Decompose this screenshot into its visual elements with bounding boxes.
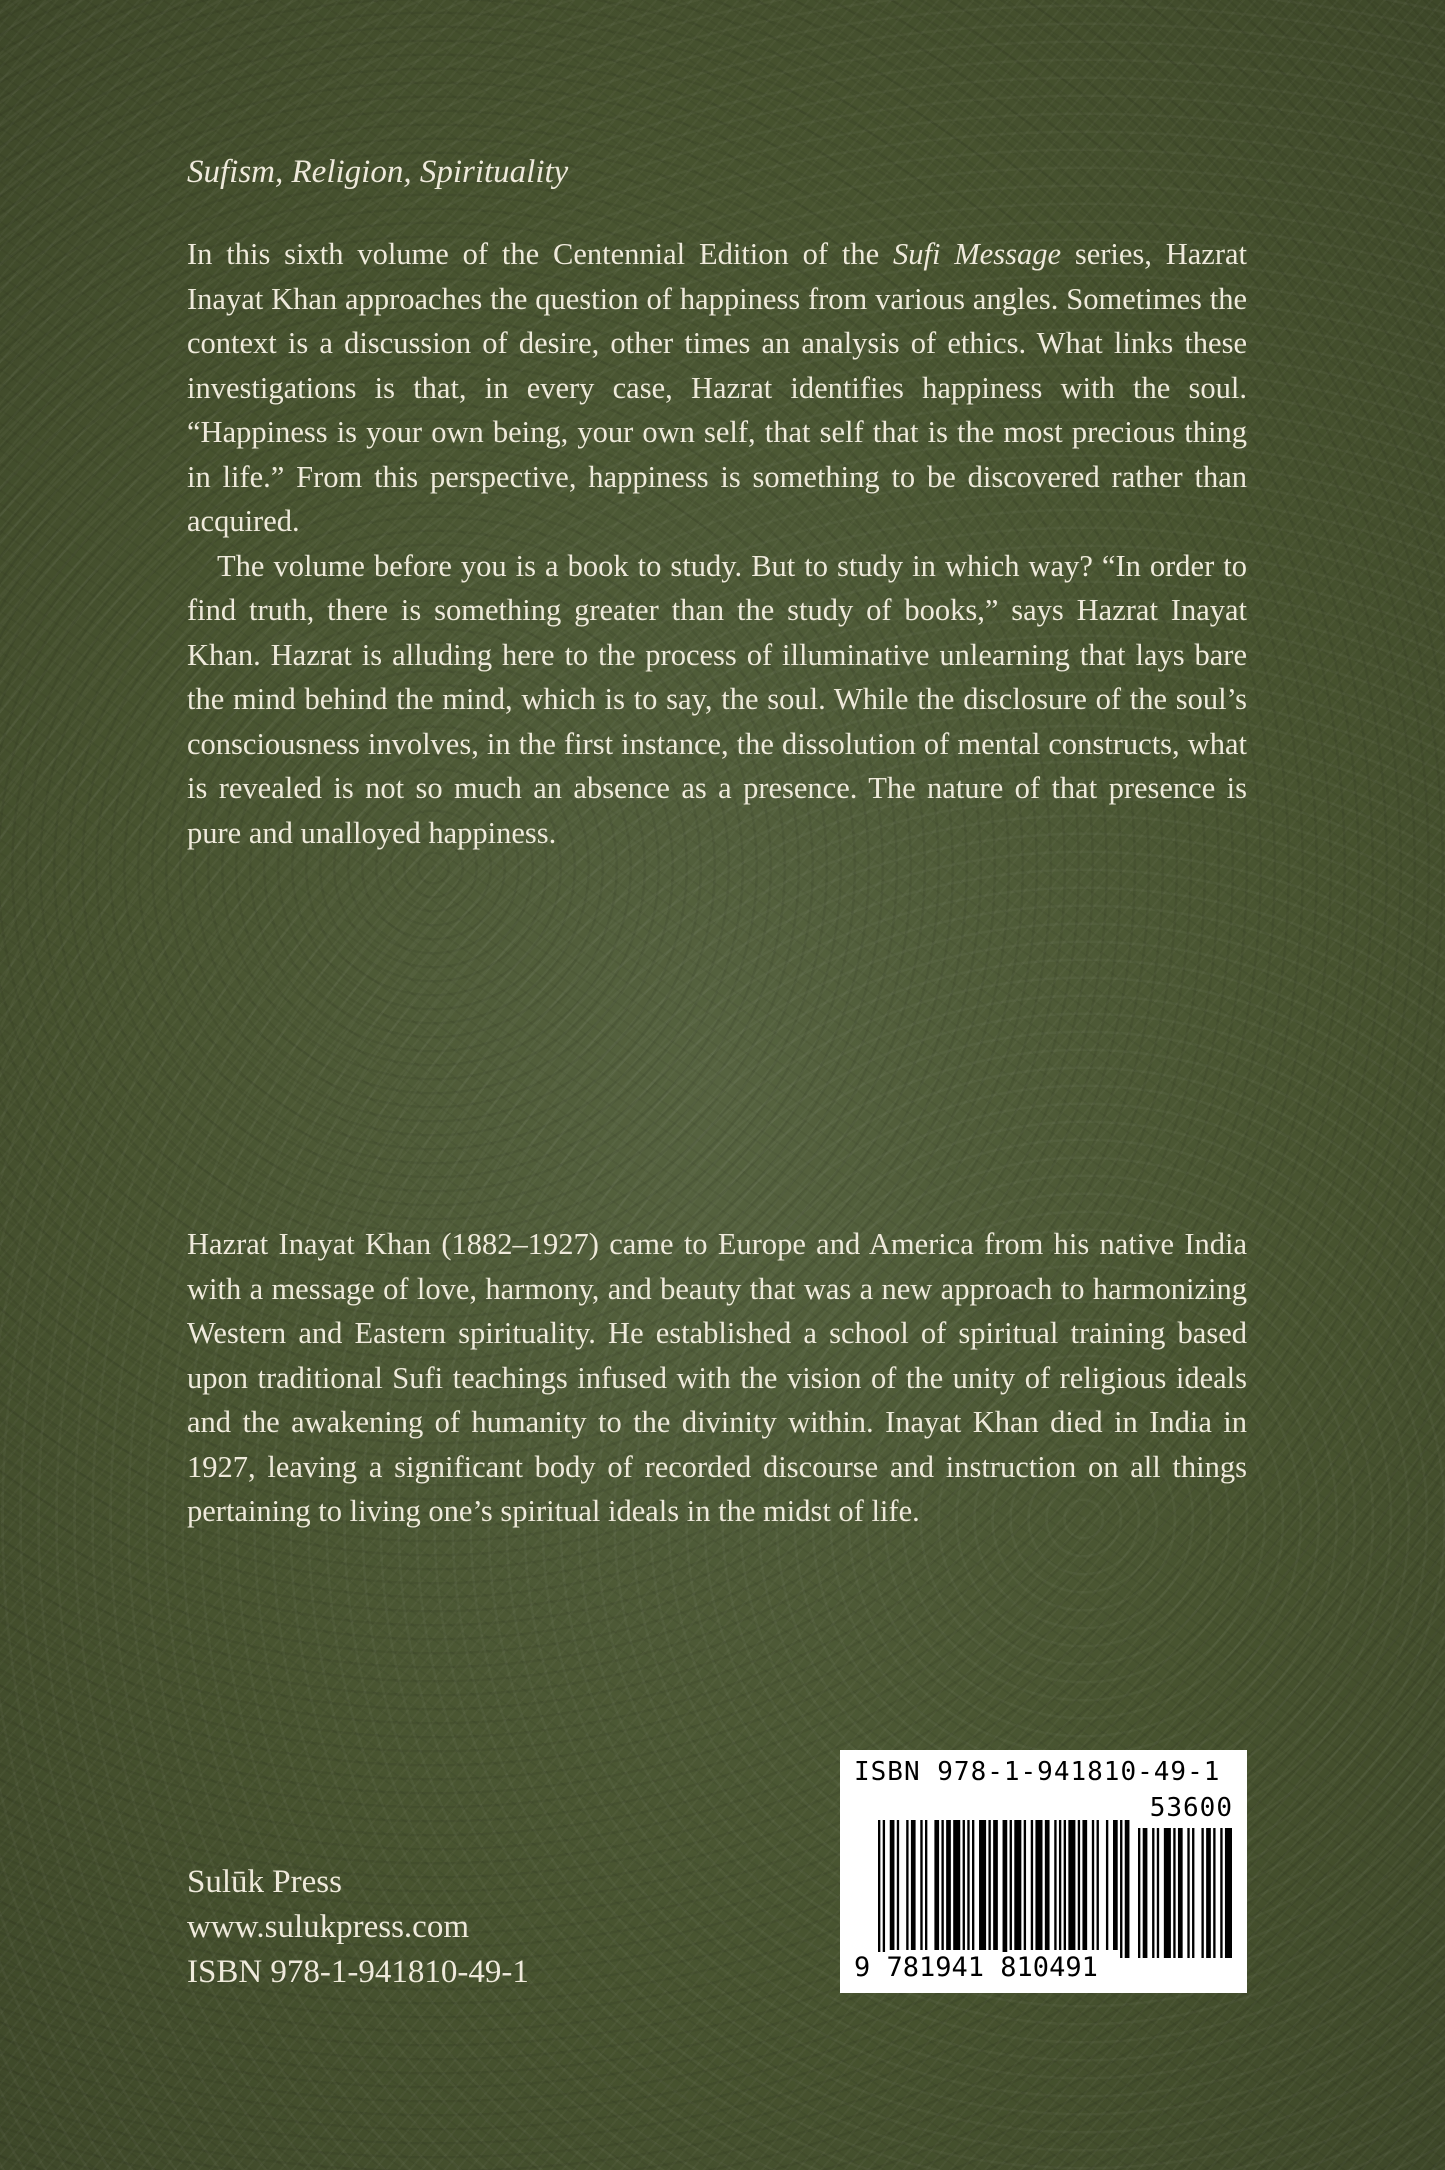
barcode-bar — [1106, 1820, 1108, 1950]
barcode-bar — [1010, 1820, 1012, 1950]
barcode-bar — [1143, 1828, 1148, 1958]
isbn-barcode — [840, 1750, 1247, 1993]
book-description — [187, 232, 1247, 855]
barcode-bar — [979, 1820, 986, 1950]
barcode-bar — [946, 1820, 951, 1950]
barcode-bar — [1173, 1828, 1175, 1958]
barcode-bar — [1092, 1820, 1094, 1950]
barcode-bar — [1068, 1820, 1075, 1950]
series-title: Sufi Message — [892, 237, 1061, 271]
barcode-bar — [1192, 1828, 1194, 1958]
barcode-bar — [1187, 1828, 1189, 1958]
barcode-bar — [1120, 1820, 1122, 1958]
barcode-bar — [1031, 1820, 1033, 1950]
barcode-bar — [1059, 1820, 1061, 1950]
barcode-bar — [1178, 1828, 1183, 1958]
barcode-bar — [920, 1820, 922, 1950]
publisher-website: www.sulukpress.com — [187, 1909, 469, 1945]
barcode-bar — [897, 1820, 899, 1950]
barcode-price-code: 53600 — [1149, 1793, 1233, 1823]
barcode-bar — [1225, 1828, 1232, 1958]
barcode-bar — [967, 1820, 969, 1950]
barcode-digits: 9 781941 810491 — [854, 1952, 1098, 1983]
barcode-bar — [1113, 1820, 1118, 1950]
publisher-isbn: ISBN 978-1-941810-49-1 — [187, 1954, 529, 1990]
barcode-bar — [993, 1820, 998, 1950]
barcode-bar — [972, 1820, 974, 1950]
barcode-bar — [925, 1820, 927, 1950]
barcode-bar — [1014, 1820, 1021, 1950]
barcode-bar — [1024, 1820, 1026, 1950]
barcode-bar — [1220, 1828, 1222, 1958]
genre-line: Sufism, Religion, Spirituality — [187, 154, 569, 190]
barcode-bar — [1035, 1820, 1042, 1950]
barcode-bar — [1138, 1828, 1140, 1958]
barcode-bar — [1152, 1828, 1154, 1958]
publisher-info — [187, 1860, 529, 1995]
publisher-name: Sulūk Press — [187, 1864, 342, 1900]
barcode-bar — [953, 1820, 960, 1950]
barcode-bar — [1213, 1828, 1215, 1958]
barcode-bar — [1045, 1820, 1050, 1950]
description-text: In this sixth volume of the Centennial Edition of the — [187, 237, 893, 271]
description-text: series, Hazrat Inayat Khan approaches the question of happiness from various angles. Sometimes the context is a discussion of desire, other times an analysis of ethics. What links these investigations is that, in every case, Hazrat identifies happiness with the soul. “Happiness is your own being, your own self, that self that is the most precious thing in life.” From this perspective, happiness is something to be discovered rather than acquired. — [187, 237, 1248, 538]
barcode-bar — [1078, 1820, 1080, 1950]
barcode-bar — [941, 1820, 943, 1950]
description-paragraph-1 — [187, 232, 1247, 544]
barcode-bar — [878, 1820, 880, 1958]
barcode-bar — [890, 1820, 895, 1950]
barcode-bar — [1201, 1828, 1203, 1958]
barcode-bar — [1082, 1820, 1087, 1950]
barcode-bar — [1064, 1820, 1066, 1950]
description-paragraph-2: The volume before you is a book to study. But to study in which way? “In order to find truth, there is something greater than the study of books,” says Hazrat Inayat Khan. Hazrat is alluding here to the process of illuminative unlearning that lays bare the mind behind the mind, which is to say, the soul. While the disclosure of the soul’s consciousness involves, in the first instance, the dissolution of mental constructs, what is revealed is not so much an absence as a presence. The nature of that presence is pure and unalloyed happiness. — [187, 548, 1247, 850]
barcode-bar — [906, 1820, 908, 1950]
barcode-bar — [934, 1820, 939, 1950]
barcode-isbn-label: ISBN 978-1-941810-49-1 — [854, 1757, 1221, 1787]
author-bio — [187, 1222, 1247, 1534]
author-bio-paragraph: Hazrat Inayat Khan (1882–1927) came to Europe and America from his native India with a message of love, harmony, and beauty that was a new approach to harmonizing Western and Eastern spirituality. He established a school of spiritual training based upon traditional Sufi teachings infused with the vision of the unity of religious ideals and the awakening of humanity to the divinity within. Inayat Khan died in India in 1927, leaving a significant body of recorded discourse and instruction on all things pertaining to living one’s spiritual ideals in the midst of life. — [187, 1227, 1247, 1528]
barcode-bar — [988, 1820, 990, 1950]
barcode-bar — [1054, 1820, 1056, 1950]
barcode-bar — [1003, 1820, 1008, 1958]
barcode-bar — [1164, 1828, 1171, 1958]
barcode-bar — [1125, 1820, 1130, 1958]
barcode-bar — [1157, 1828, 1159, 1958]
barcode-bar — [911, 1820, 916, 1950]
barcode-bar — [963, 1820, 965, 1950]
barcode-bar — [1206, 1828, 1211, 1958]
barcode-bar — [883, 1820, 885, 1958]
barcode-bar — [1097, 1820, 1099, 1950]
